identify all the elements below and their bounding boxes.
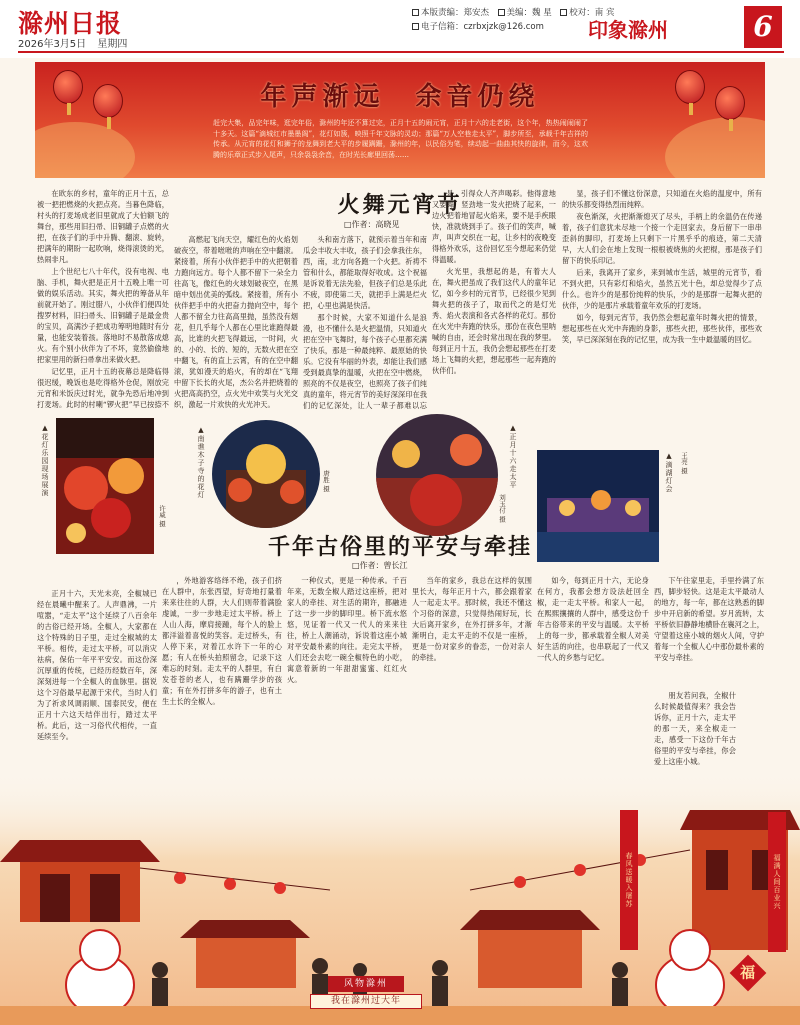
photo-caption: ▲花灯乐园现场展演 xyxy=(41,424,49,497)
column-name: 我在滁州过大年 xyxy=(310,994,422,1009)
paragraph: 如今，每到正月十六，无论身在何方，我都会想方设法赶回全椒，走一走太平桥。和家人一起，在熙熙攘攘的人群中，感受这份千年古俗带来的平安与温暖。太平桥上的每一步，都承载着全椒人对美好生活的向往，也串联起了一代又一代人的乡愁与记忆。 xyxy=(537,576,649,662)
paragraph: 朋友若问我，全椒什么时候最值得来？我会告诉你，正月十六，走太平的那一天，来全椒走一走，感受一下这份千年古俗里的平安与牵挂，你会爱上这座小城。 xyxy=(654,691,736,766)
photo-credit: 刘玉付 摄 xyxy=(498,494,506,523)
cloud-decoration xyxy=(35,122,135,178)
lantern-icon xyxy=(93,84,123,118)
paragraph: 火光里，我想起的是，有着大人在，舞火把虽成了我们这代人的童年记忆，如今乡村的元宵节，已经很少见到舞火把的孩子了，取而代之的是灯光秀、焰火表演和各式各样的花灯。那份在火光中奔跑的快乐，那份在夜色里呐喊的自由，还会时常出现在我的梦里。每到正月十五，我仍会想起那些在打麦场上飞舞的火把，想起那些一起奔跑的伙伴们。 xyxy=(432,267,556,375)
page-number: 6 xyxy=(744,6,782,48)
checkbox-icon xyxy=(412,23,419,30)
credit-proof: 校对：南 宾 xyxy=(569,8,615,18)
paragraph: 那个时候，大家不知道什么是浪漫，也不懂什么是火把温情，只知道火把在空中飞舞时，每个孩子心里都充满了快乐，那是一种最纯粹、最原始的快乐。它没有华丽的外表，却能让我们感受到最真挚的温暖，火把在空中燃烧，照亮的不仅是夜空，也照亮了孩子们纯真的童年，将元宵节的美好深深印在我们的记忆深处，让人一辈子都难以忘 xyxy=(303,313,427,410)
editor-credits xyxy=(412,6,615,34)
article1-headline: 火舞元宵节 xyxy=(337,192,463,218)
couplet-left: 春风送暖入屠苏 xyxy=(620,810,638,950)
column-badge: 风物滁州 xyxy=(328,976,404,992)
paragraph: 一种仪式，更是一种传承。千百年来，无数全椒人踏过这座桥，把对家人的牵挂、对生活的期许，都融进了这一步一步的脚印里。桥下流水悠悠，见证着一代又一代人的来来往往，桥上人潮涌动，诉说着这座小城对平安最朴素的向往。走完太平桥，人们还会去吃一碗全椒特色的小吃，寓意着新的一年甜甜蜜蜜、红红火火。 xyxy=(287,576,407,684)
photo-walk-taiping xyxy=(376,414,498,536)
couplet-right: 福满人间百业兴 xyxy=(768,812,786,952)
photo-image xyxy=(56,418,154,554)
photo-caption: ▲滴湖灯会 xyxy=(665,452,673,493)
paragraph: 当年的家乡，我总在这样的氛围里长大，每年正月十六，都会跟着家人一起走太平。那时候，我还不懂这个习俗的深意，只觉得热闹好玩，长大后离开家乡，在外打拼多年，才渐渐明白，走太平走的不仅是一座桥，更是一份对家乡的眷恋，一份对亲人的牵挂。 xyxy=(412,576,532,662)
issue-date xyxy=(18,35,135,50)
article2-column-4 xyxy=(412,575,532,787)
paragraph: 记忆里，正月十五的夜幕总是降临得很迟缓，晚饭也是吃得格外仓促，刚放完元宵和米饭庆过时光，就争先恐后地冲到打麦场。此时的村喇“锣火把”早已按捺不 xyxy=(37,367,169,409)
paragraph: 显，孩子们不懂这份深意，只知道在火焰的温度中，所有的快乐都变得热烈而纯粹。 xyxy=(562,189,762,209)
paragraph: ，外地游客络绎不绝，孩子们挤在人群中，东张西望，好奇地打量着来来往往的人群，大人们则带着满脸虔诚，一步一步地走过太平桥。桥上人山人海，摩肩接踵，每个人的脸上都洋溢着喜悦的笑容。走过桥头，有人停下来，对着江水许下一年的心愿；有人在桥头拍照留念，记录下这难忘的时刻。走太平的人群里，有白发苍苍的老人，也有蹒跚学步的孩童；有在外打拼多年的游子，也有土生土长的全椒人。 xyxy=(162,576,282,706)
photo-caption: ▲正月十六走太平 xyxy=(509,424,517,489)
photo-image xyxy=(212,420,320,528)
credit-row xyxy=(412,6,615,20)
cloud-decoration xyxy=(665,117,765,178)
paragraph: 下午往家里走，手里拎满了东西，脚步轻快。这是走太平最动人的地方，每一年，都在这熟悉的脚步中开启新的希望。岁月流转，太平桥依旧静静地横卧在襄河之上，守望着这座小城的烟火人间，守护着每一个全椒人心中那份最朴素的平安与牵挂。 xyxy=(654,576,764,662)
credit-row xyxy=(412,20,562,34)
article2-column-5 xyxy=(537,575,649,787)
paragraph: 高燃起飞向天空，耀红色的火焰划破夜空，带着咝咝的声响在空中翻滚。紧接着，所有小伙伴把手中的火把朝着力跑向远方。每个人都不留下一朵全力往高飞，像红色的火球划破夜空，在黑暗中划出优美的弧线。紧接着，所有小伙伴把手中的火把奋力抛向空中，每个人都不留全力往高高里抛，虽然没有烟花，但几乎每个人都在心里比谁跑得最高，比谁的火把飞得最远，一时间，火的、小的、长的、短的，无数火把在空中翻飞，有的直上云霄，有的在空中翻滚，犹如漫天的焰火，有的却在“飞翔中留下长长的火尾，杰公名并把烧着的火把高高扔空，点火光中欢笑与火光交织，激起一片欢快的火光冲天。 xyxy=(174,235,298,409)
paragraph: 在欧东的乡村，童年的正月十五，总被一把把燃烧的火把点亮。当暮色降临，村头的打麦场成老旧里就成了大伯额飞的舞台，那些用旧扫帚、旧铜罐子点燃的火把，在孩子们的手中升腾、翻滚、旋转，把满年的期盼一起吹响，烧得滚烫的光，热闹非凡。 xyxy=(37,189,169,264)
article2-column-6 xyxy=(654,575,764,685)
photo-credit: 许威 摄 xyxy=(158,505,166,527)
photo-caption: ▲南谯木子寺的花灯 xyxy=(197,426,205,499)
article2-byline: □作者：曾长江 xyxy=(352,561,408,570)
checkbox-icon xyxy=(412,9,419,16)
checkbox-icon xyxy=(498,9,505,16)
paragraph: 头和南方落下，就预示着当年和南瓜会丰收大丰收，孩子们会拿我往东，西，南，北方向各跑一个火把。祈祷不管和什么，都能取得好收成。这个祝福是诉说着无法先验，但孩子们总是乐此不疲，即使第二天，就把手上满是烂火把，心里也满是快活。 xyxy=(303,235,427,310)
feature-banner xyxy=(35,62,765,178)
feature-intro: 赶完大集，品完年味，逛完年俗，滁州的年还不算过完，正月十五的闹元宵，正月十六的走老街，这个年，热热闹闹闹了十多天。这篇“滴城红市墨墨阁”，花灯如簇，映照千年文脉的灵动；那篇“万人空巷走太平”，脚步所至，承载千年吉祥的传承。从元宵的花灯和狮子的龙舞到老大平的步履蹒跚，滁州的年，以民俗为笔，续动起一曲曲其快的旋律，而今，这欢腾的乐章正式步入尾声，只余袅袅余音，在时光长廊里回荡…… xyxy=(213,119,588,159)
photo-lantern-festival xyxy=(56,418,154,554)
weekday-text: 星期四 xyxy=(97,39,128,50)
article2-headline: 千年古俗里的平安与牵挂 xyxy=(267,534,532,560)
article1-byline: □作者：高晓见 xyxy=(344,220,400,229)
article1-column-2 xyxy=(174,234,298,410)
article1-column-4 xyxy=(432,188,556,410)
masthead-rule xyxy=(18,51,784,53)
date-text: 2026年3月5日 xyxy=(18,39,87,50)
lantern-icon xyxy=(715,86,745,120)
paragraph: 后来，我离开了家乡，来到城市生活，城里的元宵节，看不到火把，只有彩灯和焰火，虽然五光十色，却总觉得少了点什么。也许少的是那份纯粹的快乐，少的是那群一起舞火把的伙伴，少的是那片承载着童年欢乐的打麦场。 xyxy=(562,268,762,310)
credit-design: 美编：魏 星 xyxy=(506,8,552,18)
credit-editor: 本版责编：郑安杰 xyxy=(421,8,490,18)
paragraph: 如今，每到元宵节，我仍然会想起童年时舞火把的情景，想起那些在火光中奔跑的身影，那些火把，那些伙伴，那些欢笑，早已深深刻在我的记忆里，成为我一生中最温暖的回忆。 xyxy=(562,313,762,344)
paragraph: 夜色渐深，火把渐渐熄灭了尽头，手柄上的余温仍在传递着，孩子们意犹未尽地一个接一个走回家去，身后留下一串串歪斜的脚印，打麦场上只剩下一片黑乎乎的痕迹，第二天清早，大人们会在地上发现一根根被烧焦的火把棍，那是孩子们留下的快乐印记。 xyxy=(562,212,762,265)
article1-column-3 xyxy=(303,234,427,410)
photo-temple-lanterns xyxy=(212,420,320,528)
paragraph: 正月十六，天光未亮，全椒城已经在晨曦中醒来了。人声鼎沸，一片喧嚣，“走太平”这个延续了八百余年的古俗已经开场。全椒人，大家都在这个特殊的日子里，走过全椒城的太平桥。相传，走过太平桥，可以消灾祛病，保佑一年平平安安。而这份深沉厚重的传统，已经历经数百年，深深刻进每一个全椒人的血脉里。据说这个习俗最早起源于宋代，当时人们为了祈求风调雨顺、国泰民安，便在正月十六这天结伴出行，踏过太平桥。此后，这一习俗代代相传，一直延续至今。 xyxy=(37,589,157,741)
feature-title: 年声渐远 余音仍绕 xyxy=(260,82,540,112)
photo-image xyxy=(376,414,498,536)
masthead xyxy=(0,0,800,58)
article2-column-1 xyxy=(37,588,157,778)
lantern-icon xyxy=(675,70,705,104)
photo-credit: 唐胜 摄 xyxy=(322,470,330,492)
section-name: 印象滁州 xyxy=(588,18,668,42)
article2-column-2 xyxy=(162,575,282,787)
article2-column-3 xyxy=(287,575,407,787)
paragraph: 上个世纪七八十年代，没有电视、电脑、手机，舞火把是正月十五晚上唯一可做的娱乐活动。其实，舞火把的筹备从年前就开始了。刚过腊八，小伙伴们便四处搜罗材料，旧扫帚头、旧铜罐子是最金贵的宝贝，高满沙子把成功筹明地随时有分量，也能安装着孩。落地时不易散落成熄火。有个别小伙伴为了不坏，竟然偷偷地把家里用的新扫帚拿出来做火把。 xyxy=(37,267,169,364)
paragraph: 是，引得众人齐声喝彩。他得意地又要舞，竖劲地一发火把烧了起来，一边火把着地冒起火焰来，要不是手疾眼快，准就烧到手了。孩子们的笑声，喊声，叫声交织在一起，让乡村的夜晚变得格外欢乐，这份回忆至今想起来仍觉得温暖。 xyxy=(432,189,556,264)
checkbox-icon xyxy=(560,9,567,16)
paper-name: 滁州日报 xyxy=(18,9,123,38)
photo-credit: 王亮 摄 xyxy=(680,452,688,474)
fu-character: 福 xyxy=(740,963,756,982)
article1-column-1 xyxy=(37,188,169,410)
credit-email[interactable]: 电子信箱：czrbxjzk@126.com xyxy=(421,22,544,32)
lantern-icon xyxy=(53,70,83,104)
